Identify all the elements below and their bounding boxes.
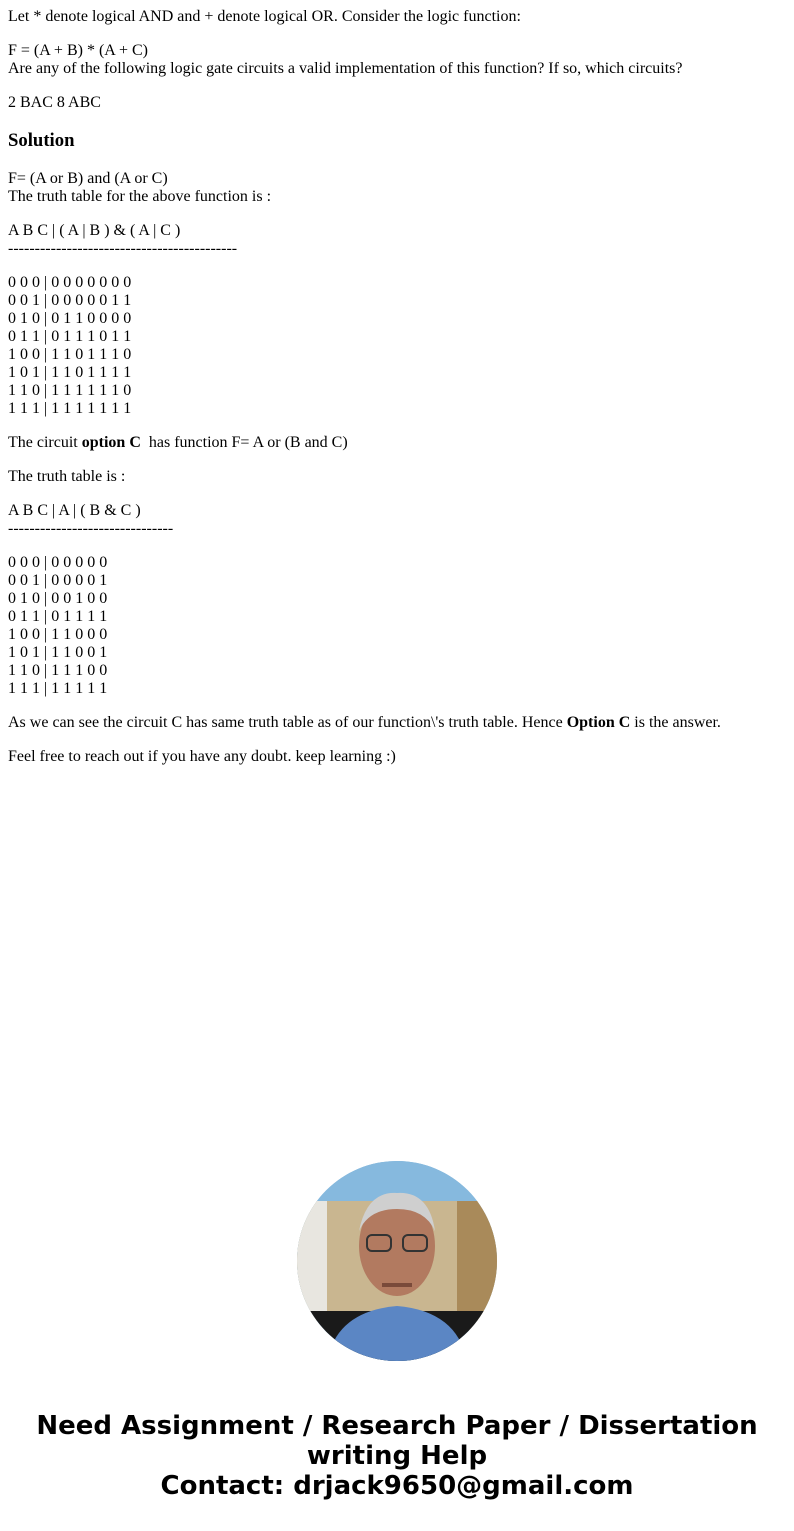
truth-table-row: 0 1 1 | 0 1 1 1 1 — [8, 608, 108, 625]
author-portrait-icon — [297, 1161, 497, 1361]
truth-table-row: 1 0 0 | 1 1 0 1 1 1 0 — [8, 346, 132, 363]
truth-table-1 — [8, 274, 786, 418]
truth-table-row: 1 0 0 | 1 1 0 0 0 — [8, 626, 108, 643]
question-intro: Let * denote logical AND and + denote logical OR. Consider the logic function: — [8, 8, 521, 25]
solution-heading: Solution — [8, 130, 75, 151]
circuit-pre: The circuit — [8, 434, 82, 451]
truth-table-row: 0 1 1 | 0 1 1 1 0 1 1 — [8, 328, 132, 345]
truth-table-row: 1 1 1 | 1 1 1 1 1 1 1 — [8, 400, 132, 417]
closing-note: Feel free to reach out if you have any doubt. keep learning :) — [8, 748, 396, 765]
conclusion-option: Option C — [566, 714, 631, 731]
truth-table-row: 1 0 1 | 1 1 0 1 1 1 1 — [8, 364, 132, 381]
truth-table-row: 0 0 0 | 0 0 0 0 0 — [8, 554, 108, 571]
circuit-option: option C — [81, 434, 141, 451]
truth-table-1-head — [8, 222, 786, 258]
question-ask: Are any of the following logic gate circuits a valid implementation of this function? If so, which circuits? — [8, 60, 683, 77]
table1-intro: The truth table for the above function is : — [8, 188, 272, 205]
truth-table-row: 0 1 0 | 0 0 1 0 0 — [8, 590, 108, 607]
truth-table-row: 0 0 1 | 0 0 0 0 0 1 1 — [8, 292, 132, 309]
truth-table-row: 1 1 0 | 1 1 1 1 1 1 0 — [8, 382, 132, 399]
solution-document — [0, 8, 794, 766]
table1-rule: ------------------------------------------- — [8, 240, 238, 257]
table2-header: A B C | A | ( B & C ) — [8, 502, 141, 519]
function-expression: F = (A + B) * (A + C) — [8, 42, 148, 59]
question-options: 2 BAC 8 ABC — [8, 94, 101, 111]
table2-rule: ------------------------------- — [8, 520, 174, 537]
banner-line-1: Need Assignment / Research Paper / Dissertation — [36, 1411, 758, 1441]
truth-table-2-head — [8, 502, 786, 538]
restated-function: F= (A or B) and (A or C) — [8, 170, 168, 187]
truth-table-row: 0 0 1 | 0 0 0 0 1 — [8, 572, 108, 589]
truth-table-row: 0 0 0 | 0 0 0 0 0 0 0 — [8, 274, 132, 291]
conclusion-pre: As we can see the circuit C has same truth table as of our function\'s truth table. Hence — [8, 714, 567, 731]
conclusion — [8, 714, 786, 732]
truth-table-row: 1 0 1 | 1 1 0 0 1 — [8, 644, 108, 661]
conclusion-post: is the answer. — [630, 714, 721, 731]
truth-table-row: 1 1 1 | 1 1 1 1 1 — [8, 680, 108, 697]
banner-line-2: writing Help — [306, 1441, 488, 1471]
table1-header: A B C | ( A | B ) & ( A | C ) — [8, 222, 181, 239]
circuit-post: has function F= A or (B and C) — [140, 434, 348, 451]
table2-intro: The truth table is : — [8, 468, 126, 485]
circuit-statement — [8, 434, 786, 452]
truth-table-row: 1 1 0 | 1 1 1 0 0 — [8, 662, 108, 679]
truth-table-2 — [8, 554, 786, 698]
author-photo — [297, 1161, 497, 1361]
solution-restate — [8, 170, 786, 206]
banner-contact: Contact: drjack9650@gmail.com — [160, 1471, 634, 1501]
contact-banner — [0, 1411, 794, 1501]
truth-table-row: 0 1 0 | 0 1 1 0 0 0 0 — [8, 310, 132, 327]
question-body — [8, 42, 786, 78]
